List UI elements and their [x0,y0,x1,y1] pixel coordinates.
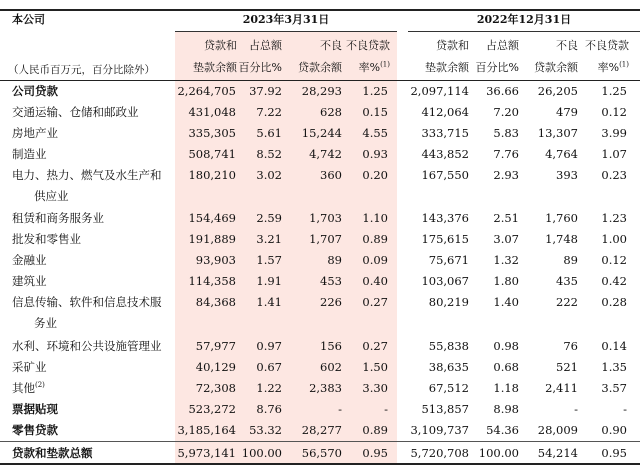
cell-2022-loans-balance: 167,550 [421,168,469,182]
cell-2023-npl-ratio: 0.09 [362,253,388,267]
cell-2023-npl-ratio: 0.89 [362,423,388,437]
col-header-npl-ratio-2022-l1: 不良贷款 [585,39,629,52]
cell-2023-loans-balance: 180,210 [188,168,236,182]
cell-2022-pct-of-total: 54.36 [486,423,519,437]
cell-2022-npl-ratio: 0.14 [601,339,627,353]
cell-2023-npl-balance: 4,742 [309,147,342,161]
row-label-text: 房地产业 [12,126,58,140]
cell-2023-pct-of-total: 0.67 [256,360,282,374]
col-header-text: 垫款余额 [193,61,237,74]
row-label [12,253,47,267]
col-header-npl-ratio-2023-l2 [310,61,390,75]
cell-2022-loans-balance: 80,219 [428,295,469,309]
cell-2022-npl-balance: 1,760 [545,211,578,225]
row-label-continued: 供应业 [34,189,69,203]
cell-2023-npl-balance: 28,293 [301,84,342,98]
col-header-loans-balance-2023-l1: 贷款和 [204,39,237,52]
row-label [12,84,58,98]
cell-2023-pct-of-total: 7.22 [256,105,282,119]
cell-2022-loans-balance: 333,715 [421,126,469,140]
cell-2023-loans-balance: 93,903 [195,253,236,267]
cell-2022-npl-balance: 4,764 [545,147,578,161]
row-label-text: 金融业 [12,253,47,267]
cell-2023-loans-balance: 114,358 [188,274,236,288]
cell-2023-npl-ratio: 0.40 [362,274,388,288]
cell-2023-pct-of-total: 1.41 [256,295,282,309]
row-label [12,126,58,140]
row-label-text: 电力、热力、燃气及水生产和 [12,168,162,182]
col-header-pct-of-total-2023-l1: 占总额 [249,39,282,52]
cell-2023-pct-of-total: 3.02 [256,168,282,182]
cell-2022-loans-balance: 103,067 [421,274,469,288]
cell-2022-npl-ratio: 1.35 [601,360,627,374]
cell-2023-loans-balance: 72,308 [195,381,236,395]
cell-2022-pct-of-total: 0.68 [493,360,519,374]
row-label [12,147,47,161]
cell-2022-loans-balance: 513,857 [421,402,469,416]
cell-2022-pct-of-total: 2.51 [493,211,519,225]
cell-2022-npl-balance: 13,307 [537,126,578,140]
cell-2022-npl-ratio: 3.99 [601,126,627,140]
unit-note: （人民币百万元，百分比除外） [8,64,155,76]
cell-2022-pct-of-total: 2.93 [493,168,519,182]
cell-2023-npl-balance: 1,707 [309,232,342,246]
cell-2022-npl-ratio: 0.12 [601,253,627,267]
pre-total-rule [0,441,640,442]
cell-2023-npl-ratio: 0.20 [362,168,388,182]
footnote-marker: (1) [619,60,629,69]
col-header-text: 贷款余额 [298,61,342,74]
cell-2022-pct-of-total: 1.18 [493,381,519,395]
cell-2023-npl-balance: 226 [320,295,342,309]
cell-2023-npl-ratio: - [384,402,388,416]
col-header-loans-balance-2022-l1: 贷款和 [436,39,469,52]
cell-2022-loans-balance: 38,635 [428,360,469,374]
cell-2023-npl-ratio: 0.89 [362,232,388,246]
cell-2022-npl-ratio: - [623,402,627,416]
cell-2023-npl-balance: 28,277 [301,423,342,437]
cell-2022-pct-of-total: 5.83 [493,126,519,140]
cell-2022-npl-balance: 521 [556,360,578,374]
cell-2022-loans-balance: 412,064 [421,105,469,119]
cell-2023-loans-balance: 84,368 [195,295,236,309]
header-rule [0,80,640,81]
cell-2022-npl-balance: - [574,402,578,416]
row-label-text: 水利、环境和公共设施管理业 [12,339,162,353]
cell-2022-pct-of-total: 0.98 [493,339,519,353]
row-label-text: 信息传输、软件和信息技术服 [12,295,162,309]
cell-2022-pct-of-total: 1.40 [493,295,519,309]
row-label-continued: 务业 [34,316,57,330]
cell-2023-pct-of-total: 0.97 [256,339,282,353]
col-header-text: 垫款余额 [425,61,469,74]
row-label-text: 采矿业 [12,360,47,374]
col-header-npl-balance-2023-l1: 不良 [320,39,342,52]
cell-2022-loans-balance: 175,615 [421,232,469,246]
cell-2023-npl-ratio: 0.27 [362,339,388,353]
cell-2023-loans-balance: 40,129 [195,360,236,374]
cell-2023-pct-of-total: 8.52 [256,147,282,161]
cell-2023-pct-of-total: 2.59 [256,211,282,225]
cell-2023-npl-balance: - [338,402,342,416]
col-header-npl-ratio-2023-l1: 不良贷款 [346,39,390,52]
row-label [12,211,104,225]
cell-2023-pct-of-total: 5.61 [256,126,282,140]
cell-2022-npl-ratio: 1.00 [601,232,627,246]
top-rule [0,9,640,11]
col-header-text: 贷款余额 [534,61,578,74]
cell-2023-pct-of-total: 1.57 [256,253,282,267]
cell-2023-npl-balance: 89 [327,253,342,267]
cell-2022-npl-balance: 28,009 [537,423,578,437]
cell-2023-npl-balance: 1,703 [309,211,342,225]
col-header-text: 率% [597,61,620,74]
period-2023: 2023年3月31日 [242,13,330,26]
cell-2023-npl-balance: 360 [320,168,342,182]
cell-2022-npl-balance: 54,214 [537,446,578,460]
cell-2023-loans-balance: 508,741 [188,147,236,161]
row-label-text: 票据贴现 [12,402,58,416]
cell-2022-npl-ratio: 3.57 [601,381,627,395]
cell-2023-pct-of-total: 1.22 [256,381,282,395]
cell-2022-loans-balance: 75,671 [428,253,469,267]
cell-2022-npl-balance: 479 [556,105,578,119]
cell-2023-npl-balance: 602 [320,360,342,374]
row-label [12,381,45,395]
row-label [12,232,81,246]
cell-2023-npl-balance: 15,244 [301,126,342,140]
cell-2022-npl-balance: 435 [556,274,578,288]
cell-2023-pct-of-total: 53.32 [249,423,282,437]
cell-2022-pct-of-total: 3.07 [493,232,519,246]
cell-2023-npl-balance: 453 [320,274,342,288]
cell-2022-loans-balance: 67,512 [428,381,469,395]
row-label [12,360,47,374]
company-label: 本公司 [12,13,45,26]
cell-2022-loans-balance: 443,852 [421,147,469,161]
cell-2022-pct-of-total: 100.00 [478,446,519,460]
cell-2022-npl-ratio: 0.12 [601,105,627,119]
row-label-text: 公司贷款 [12,84,58,98]
cell-2023-npl-ratio: 1.10 [362,211,388,225]
cell-2023-loans-balance: 154,469 [188,211,236,225]
row-label [12,423,58,437]
cell-2022-npl-balance: 1,748 [545,232,578,246]
cell-2022-npl-balance: 222 [556,295,578,309]
row-label [12,274,47,288]
row-label-text: 交通运输、仓储和邮政业 [12,105,139,119]
cell-2023-loans-balance: 2,264,705 [177,84,236,98]
row-label-text: 零售贷款 [12,423,58,437]
row-label [12,295,162,309]
row-label-text: 租赁和商务服务业 [12,211,104,225]
cell-2023-npl-ratio: 0.27 [362,295,388,309]
cell-2022-loans-balance: 143,376 [421,211,469,225]
cell-2022-npl-ratio: 0.95 [601,446,627,460]
row-label-text: 制造业 [12,147,47,161]
row-label [12,105,139,119]
cell-2023-npl-balance: 56,570 [301,446,342,460]
cell-2023-npl-ratio: 1.50 [362,360,388,374]
cell-2022-pct-of-total: 7.20 [493,105,519,119]
cell-2022-npl-ratio: 0.42 [601,274,627,288]
cell-2022-pct-of-total: 1.32 [493,253,519,267]
cell-2023-loans-balance: 3,185,164 [177,423,236,437]
bottom-rule [0,463,640,465]
cell-2023-pct-of-total: 3.21 [256,232,282,246]
period-2023-rule [175,31,397,32]
col-header-npl-balance-2022-l1: 不良 [556,39,578,52]
period-2022-rule [408,31,640,32]
cell-2023-loans-balance: 191,889 [188,232,236,246]
cell-2022-npl-balance: 2,411 [545,381,578,395]
cell-2022-pct-of-total: 7.76 [493,147,519,161]
footnote-marker: (2) [35,381,45,390]
cell-2022-npl-ratio: 0.23 [601,168,627,182]
cell-2023-pct-of-total: 100.00 [241,446,282,460]
col-header-pct-of-total-2022-l1: 占总额 [486,39,519,52]
cell-2023-loans-balance: 57,977 [195,339,236,353]
period-2022: 2022年12月31日 [476,13,572,26]
cell-2023-loans-balance: 5,973,141 [177,446,236,460]
cell-2022-loans-balance: 3,109,737 [410,423,469,437]
cell-2023-pct-of-total: 1.91 [256,274,282,288]
col-header-text: 百分比% [238,61,282,74]
row-label [12,446,93,460]
cell-2023-npl-balance: 156 [320,339,342,353]
cell-2023-npl-balance: 2,383 [309,381,342,395]
cell-2022-npl-balance: 393 [556,168,578,182]
cell-2022-npl-ratio: 0.28 [601,295,627,309]
col-header-text: 率% [358,61,381,74]
cell-2023-pct-of-total: 8.76 [256,402,282,416]
cell-2022-npl-ratio: 1.23 [601,211,627,225]
row-label-text: 其他 [12,381,35,395]
cell-2023-npl-ratio: 0.95 [362,446,388,460]
cell-2022-loans-balance: 2,097,114 [410,84,469,98]
cell-2022-npl-balance: 26,205 [537,84,578,98]
cell-2022-pct-of-total: 1.80 [493,274,519,288]
cell-2023-npl-ratio: 1.25 [362,84,388,98]
cell-2022-npl-balance: 76 [563,339,578,353]
cell-2023-loans-balance: 431,048 [188,105,236,119]
col-header-npl-ratio-2022-l2 [549,61,629,75]
cell-2023-loans-balance: 523,272 [188,402,236,416]
cell-2022-npl-ratio: 0.90 [601,423,627,437]
cell-2022-pct-of-total: 36.66 [486,84,519,98]
row-label [12,168,162,182]
cell-2022-loans-balance: 55,838 [428,339,469,353]
cell-2023-npl-ratio: 0.93 [362,147,388,161]
cell-2022-npl-ratio: 1.25 [601,84,627,98]
cell-2022-pct-of-total: 8.98 [493,402,519,416]
cell-2022-loans-balance: 5,720,708 [410,446,469,460]
row-label-text: 建筑业 [12,274,47,288]
cell-2023-npl-ratio: 0.15 [362,105,388,119]
cell-2023-npl-balance: 628 [320,105,342,119]
row-label [12,402,58,416]
row-label-text: 贷款和垫款总额 [12,446,93,460]
cell-2022-npl-ratio: 1.07 [601,147,627,161]
cell-2022-npl-balance: 89 [563,253,578,267]
row-label [12,339,162,353]
cell-2023-npl-ratio: 3.30 [362,381,388,395]
cell-2023-pct-of-total: 37.92 [249,84,282,98]
cell-2023-loans-balance: 335,305 [188,126,236,140]
row-label-text: 批发和零售业 [12,232,81,246]
cell-2023-npl-ratio: 4.55 [362,126,388,140]
col-header-text: 百分比% [475,61,519,74]
footnote-marker: (1) [380,60,390,69]
